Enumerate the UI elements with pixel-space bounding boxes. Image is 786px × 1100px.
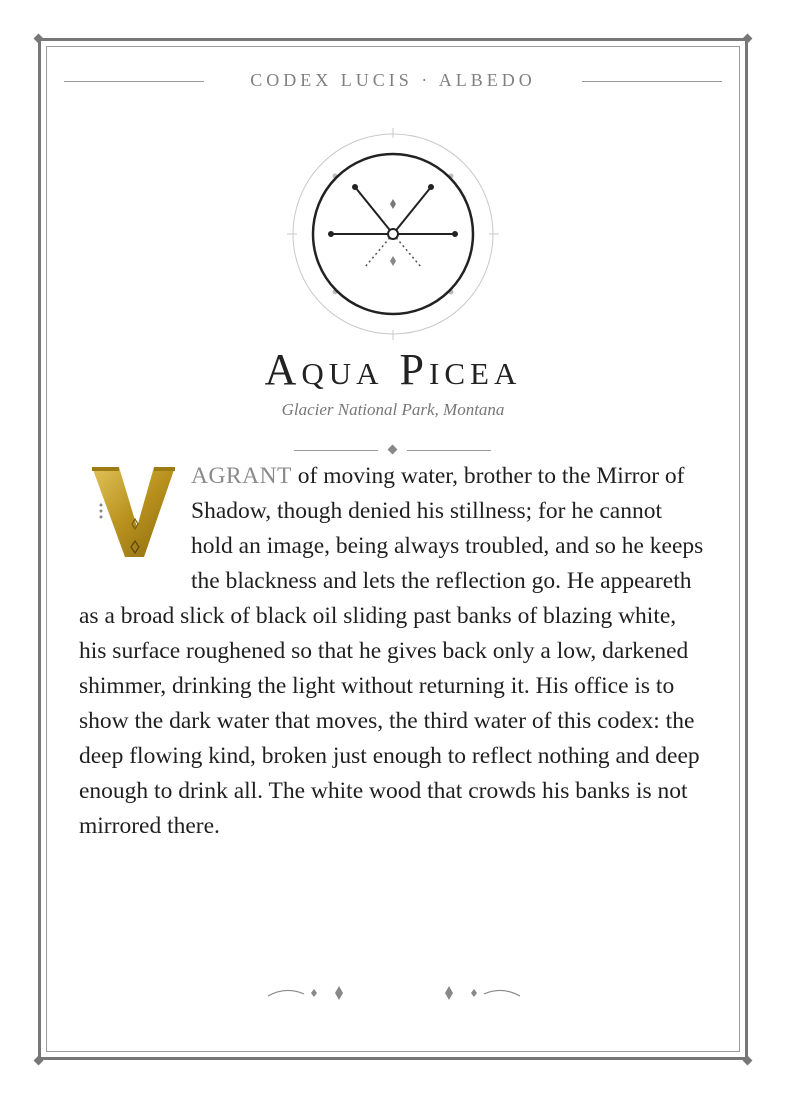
drop-cap-glyph [79, 463, 185, 567]
entry-body-text: of moving water, brother to the Mirror of Shadow, though denied his stillness; for he cannot hold an image, being always troubled, and so he keeps the blackness and lets the reflection go. He appeareth as a broad slick of black oil sliding past banks of blazing white, his surface roughened so that he gives back only a low, darkened shimmer, drinking the light without returning it. His office is to show the dark water that moves, the third water of this codex: the deep flowing kind, broken just enough to reflect nothing and deep enough to drink all. The white wood that crowds his banks is not mirrored there. [79, 463, 704, 839]
header-rule-right [582, 81, 722, 82]
alchemical-water-sigil-icon [283, 124, 503, 344]
title-rule-right [407, 450, 491, 451]
entry-location: Glacier National Park, Montana [281, 400, 505, 419]
title-rule-left [294, 450, 378, 451]
corner-ornament-bottom-right [743, 1056, 753, 1066]
entry-body-paragraph [79, 459, 707, 844]
entry-first-word: AGRANT [191, 463, 292, 489]
running-header: CODEX LUCIS · ALBEDO [250, 70, 536, 90]
entry-title: Aqua Picea [264, 345, 522, 394]
drop-cap [79, 463, 185, 567]
footer-ornament-left [266, 980, 356, 1004]
footer-ornament-right [432, 980, 522, 1004]
